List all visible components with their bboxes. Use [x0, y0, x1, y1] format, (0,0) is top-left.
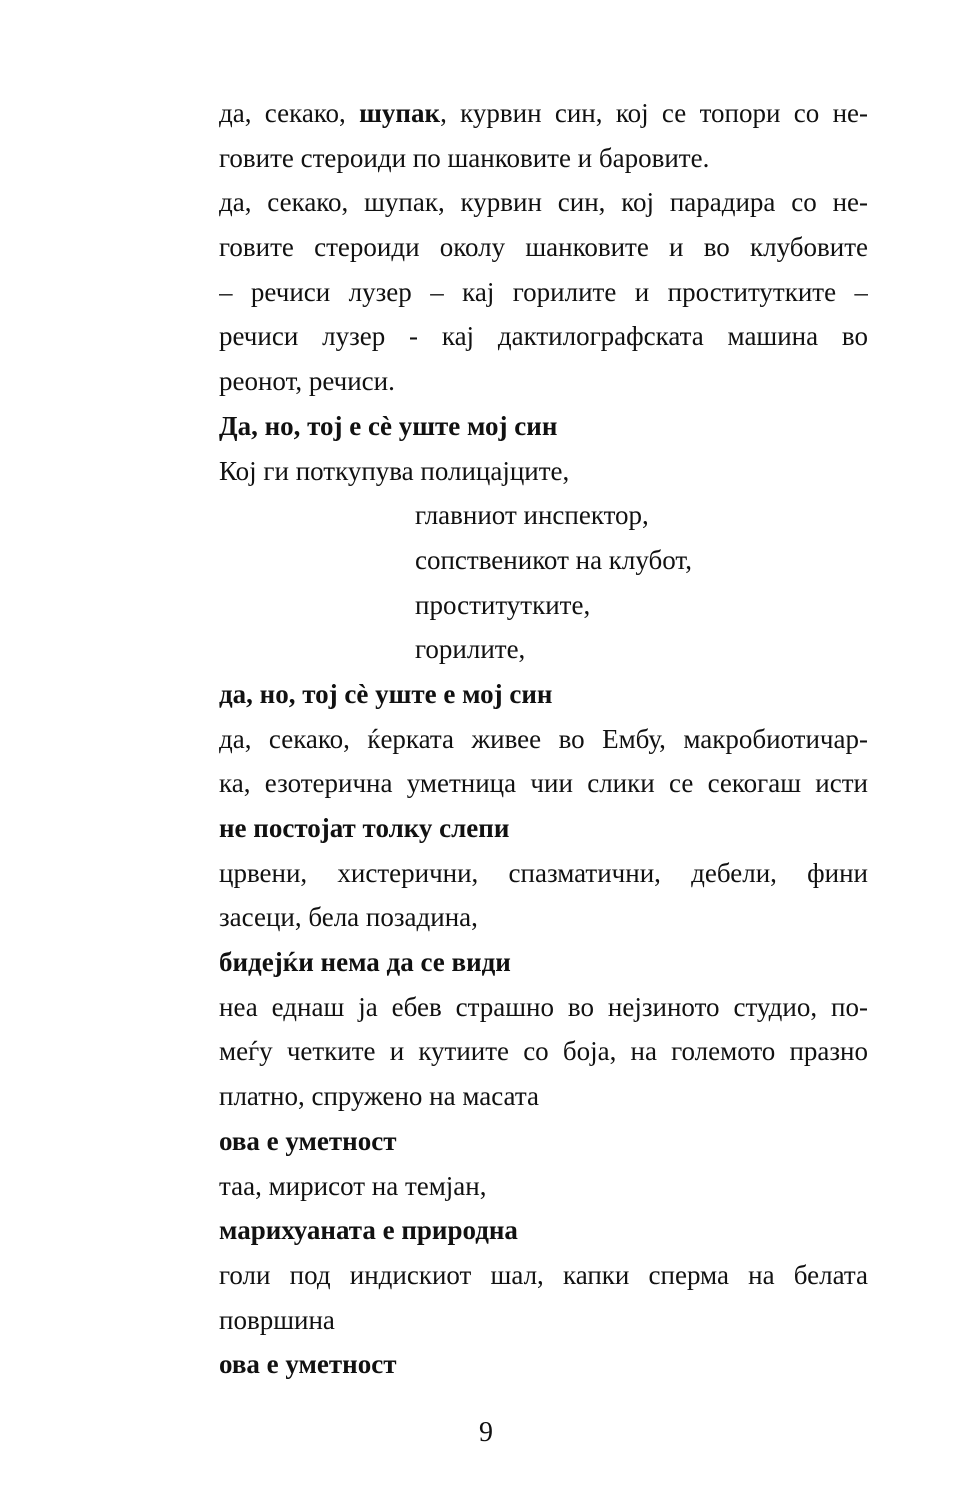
text-line: Кој ги поткупува полицајците, — [219, 455, 570, 486]
text-line: таа, мирисот на темјан, — [219, 1170, 487, 1201]
indented-line: проститутките, — [415, 589, 591, 620]
page-number: 9 — [479, 1417, 493, 1448]
bold-refrain-line: марихуаната е природна — [219, 1215, 518, 1246]
indented-line: сопственикот на клубот, — [415, 544, 692, 575]
indented-line: главниот инспектор, — [415, 500, 649, 531]
text-line: речиси лузер - кај дактилографската машина во — [219, 321, 868, 352]
text-line: црвени, хистерични, спазматични, дебели, фини — [219, 857, 868, 888]
text-line: засеци, бела позадина, — [219, 902, 478, 933]
bold-refrain-line: бидејќи нема да се види — [219, 947, 511, 978]
page-body-text — [219, 91, 868, 1387]
text-line: да, секако, ќерката живее во Ембу, макробиотичар- — [219, 723, 868, 754]
bold-refrain-line: ова е уметност — [219, 1125, 397, 1156]
bold-refrain-line: не постојат толку слепи — [219, 813, 510, 843]
text-line: платно, спружено на масата — [219, 1081, 539, 1112]
text-line: реонот, речиси. — [219, 366, 395, 397]
text-line: да, секако, шупак, курвин син, кој парадира со не- — [219, 187, 868, 218]
indented-line: горилите, — [415, 634, 526, 665]
bold-refrain-line: Да, но, тој е сè уште мој син — [219, 410, 558, 441]
bold-refrain-line: да, но, тој сè уште е мој син — [219, 678, 553, 709]
text-line: површина — [219, 1304, 335, 1335]
text-line: говите стероиди околу шанковите и во клубовите — [219, 232, 868, 263]
text-line: ка, езотерична уметница чии слики се секогаш исти — [219, 768, 868, 799]
bold-word: шупак — [359, 98, 441, 128]
text-line: голи под индискиот шал, капки сперма на белата — [219, 1259, 868, 1290]
text-line: да, секако, шупак, курвин син, кој се топори со не- — [219, 98, 868, 128]
text-line: неа еднаш ја ебев страшно во нејзиното студио, по- — [219, 991, 868, 1022]
text-line: говите стероиди по шанковите и баровите. — [219, 142, 710, 173]
text-line: – речиси лузер – кај горилите и проститутките – — [219, 276, 868, 307]
bold-refrain-line: ова е уметност — [219, 1349, 397, 1380]
text-line: меѓу четките и кутиите со боја, на големото празно — [219, 1036, 868, 1067]
